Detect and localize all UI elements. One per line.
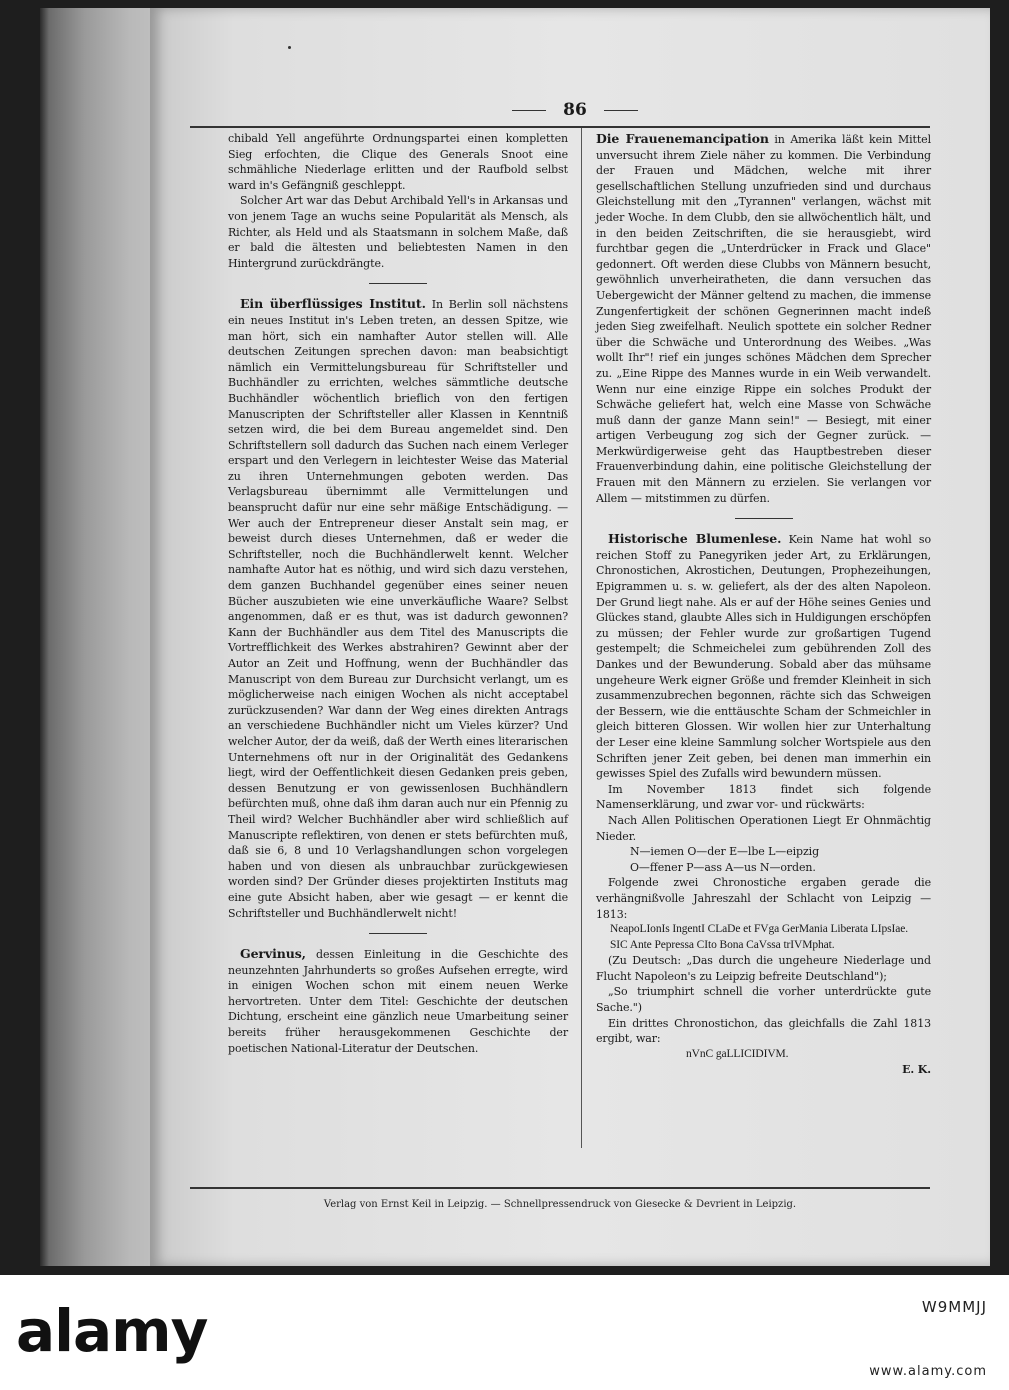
chronostichon-line: nVnC gaLLICIDIVM. [686,1047,789,1060]
article-paragraph: „So triumphirt schnell die vorher unterdrückte gute Sache.") [596,985,931,1015]
article-body: in Amerika läßt kein Mittel unversucht ihrem Ziele näher zu kommen. Die Verbindung der Frauen und Mädchen, welche mit ihrer gesellschaftlichen Stellung unzufrieden sind und durchaus Gleichstellung mit den „Tyrannen" verlangen, wächst mit jeder Woche. In dem Clubb, den sie allwöchentlich hält, und in den beiden Zeitschriften, die sie herausgiebt, wird furchtbar gegen die „Unterdrücker in Frack und Glace" gedonnert. Oft werden diese Clubbs von Männern besucht, gewöhnlich unverheiratheten, die dann versuchen das Uebergewicht der Männer geltend zu machen, die immense Zungenfertigkeit der schönen Gegnerinnen macht indeß jeden Sieg zweifelhaft. Neulich spottete ein solcher Redner über die Schwäche und Unterordnung des Weibes. „Was wollt Ihr"! rief ein junges schönes Mädchen dem Sprecher zu. „Eine Rippe des Mannes wurde in ein Weib verwandelt. Wenn nur eine einzige Rippe ein solches Produkt der Schwäche geliefert hat, welch eine Masse von Schwäche muß dann der ganze Mann sein!" — Besiegt, mit einer artigen Verbeugung zog sich der Gegner zurück. — Merkwürdigerweise geht das Hauptbestreben dieser Frauenverbindung dahin, eine politische Gleichstellung der Frauen mit den Männern zu erzielen. Sie verlangen vor Allem — mitstimmen zu dürfen. [596,133,931,505]
article-body: Kein Name hat wohl so reichen Stoff zu Panegyriken jeder Art, zu Erklärungen, Chronostichen, Akrostichen, Deutungen, Prophezeihungen, Epigrammen u. s. w. geliefert, als der des alten Napoleon. Der Grund liegt nahe. Als er auf der Höhe seines Genies und Glückes stand, glaubte Alles sich in Huldigungen erschöpfen zu müssen; der Fehler wurde zur großartigen Tugend gestempelt; die Schmeichelei zum gebührenden Zoll des Dankes und der Bewunderung. Sobald aber das mühsame ungeheure Werk eigner Größe und fremder Kleinheit in sich zusammenzubrechen begonnen, rächte sich das Schweigen der Bessern, wie die enttäuschte Scham der Schmeichler in gleich bitteren Glossen. Wir wollen hier zur Unterhaltung der Leser eine kleine Sammlung solcher Wortspiele aus den Schriften jener Zeit geben, bei denen man immerhin ein gewisses Spiel des Zufalls wird bewundern müssen. [596,533,931,781]
page-number: 86 [520,100,630,120]
right-column [596,131,931,1078]
article-heading: Gervinus, [240,946,306,962]
header-rule [190,126,930,128]
column-divider [581,128,582,1148]
article-gervinus [228,946,568,1056]
article-heading: Ein überflüssiges Institut. [240,296,426,312]
article-continuation: chibald Yell angeführte Ordnungspartei einen kompletten Sieg erfochten, die Clique des Generals Snoot eine schmähliche Niederlage erlitten und der Raufbold selbst ward in's Gefängniß geschleppt. [228,132,568,192]
acrostic-line: N—iemen O—der E—lbe L—eipzig [630,845,820,859]
section-separator [369,283,427,284]
article-blumenlese [596,531,931,782]
chronostichon-line: NeapoLIonIs IngentI CLaDe et FVga GerMania Liberata LIpsIae. [610,923,908,936]
article-body: dessen Einleitung in die Geschichte des neunzehnten Jahrhunderts so großes Aufsehen erregte, wird in einigen Wochen schon mit einem neuen Werke hervortreten. Unter dem Titel: Geschichte der deutschen Dichtung, erscheint eine gänzlich neue Umarbeitung seiner bereits früher herausgekommenen Geschichte der poetischen National-Literatur der Deutschen. [228,948,569,1055]
section-separator [369,933,427,934]
article-frauenemancipation [596,131,931,506]
alamy-logo: alamy [16,1297,208,1365]
watermark-url: www.alamy.com [869,1364,987,1379]
article-paragraph: Ein drittes Chronostichon, das gleichfalls die Zahl 1813 ergibt, war: [596,1016,931,1046]
article-paragraph: Folgende zwei Chronostiche ergaben gerade die verhängnißvolle Jahreszahl der Schlacht von Leipzig — 1813: [596,876,931,921]
footer-rule [190,1187,930,1189]
article-paragraph: (Zu Deutsch: „Das durch die ungeheure Niederlage und Flucht Napoleon's zu Leipzig befreite Deutschland"); [596,954,931,983]
article-paragraph: Nach Allen Politischen Operationen Liegt Er Ohnmächtig Nieder. [596,813,931,843]
section-separator [735,518,793,519]
article-paragraph: Solcher Art war das Debut Archibald Yell's in Arkansas und von jenem Tage an wuchs seine Popularität als Mensch, als Richter, als Held und als Staatsmann in solchem Maße, daß er bald die ältesten und beliebtesten Namen in den Hintergrund zurückdrängte. [228,194,568,270]
left-column [228,131,568,1056]
acrostic-line: O—ffener P—ass A—us N—orden. [630,860,816,874]
scan-speck [288,46,291,49]
author-signature: E. K. [902,1063,931,1077]
article-heading: Die Frauenemancipation [596,131,769,146]
article-institut [228,296,568,921]
image-id: W9MMJJ [921,1298,987,1316]
article-body: In Berlin soll nächstens ein neues Institut in's Leben treten, an dessen Spitze, wie man hört, sich ein namhafter Autor stellen will. Alle deutschen Zeitungen sprechen davon: man beabsichtigt nämlich ein Vermittelungsbureau für Schriftsteller und Buchhändler zu errichten, welches sämmtliche deutsche Buchhändler wöchentlich brieflich von den fertigen Manuscripten der Schriftsteller aller Klassen in Kenntniß setzen wird, die bei dem Bureau angemeldet sind. Den Schriftstellern soll dadurch das Suchen nach einem Verleger erspart und den Verlegern in leichtester Weise das Material zu ihren Unternehmungen geboten werden. Das Verlagsbureau übernimmt alle Vermittelungen und beansprucht dafür nur eine sehr mäßige Entschädigung. — Wer auch der Entrepreneur dieser Anstalt sein mag, er beweist durch dieses Unternehmen, daß er weder die Schriftsteller, noch die Buchhändlerwelt kennt. Welcher namhafte Autor hat es nöthig, und wird sich dazu verstehen, dem ganzen Buchhandel gegenüber eines seiner neuen Bücher auszubieten wie eine unverkäufliche Waare? Selbst angenommen, daß er es thut, was ist dadurch gewonnen? Kann der Buchhändler aus dem Titel des Manuscripts die Vortrefflichkeit des Werkes abstrahiren? Gewinnt aber der Autor an Zeit und Hoffnung, wenn der Buchhändler das Manuscript von dem Bureau zur Durchsicht verlangt, um es möglicherweise nach einigen Wochen als nicht acceptabel zurückzusenden? War dann der Weg eines direkten Antrags an verschiedene Buchhändler nicht um Vieles kürzer? Und welcher Autor, der da weiß, daß der Werth eines literarischen Unternehmens oft nur in der Originalität des Gedankens liegt, wird der Oeffentlichkeit diesen Gedanken preis geben, dessen Benutzung er von gewissenlosen Buchhändlern befürchten muß, ohne daß ihm daran auch nur ein Pfennig zu Theil wird? Welcher Buchhändler aber wird schließlich auf Manuscripte reflektiren, von denen er stets befürchten muß, daß sie 6, 8 und 10 Verlagshandlungen schon vorgelegen haben und von diesen als unbrauchbar zurückgewiesen worden sind? Der Gründer dieses projektirten Instituts mag eine gute Absicht haben, aber wie gesagt — er kennt die Schriftsteller und Buchhändlerwelt nicht! [228,298,568,920]
chronostichon-line: SIC Ante Pepressa CIto Bona CaVssa trIVMphat. [610,938,835,951]
article-paragraph: Im November 1813 findet sich folgende Namenserklärung, und zwar vor- und rückwärts: [596,782,931,812]
article-heading: Historische Blumenlese. [608,531,782,547]
publisher-imprint: Verlag von Ernst Keil in Leipzig. — Schnellpressendruck von Giesecke & Devrient in Leipzig. [323,1199,797,1210]
